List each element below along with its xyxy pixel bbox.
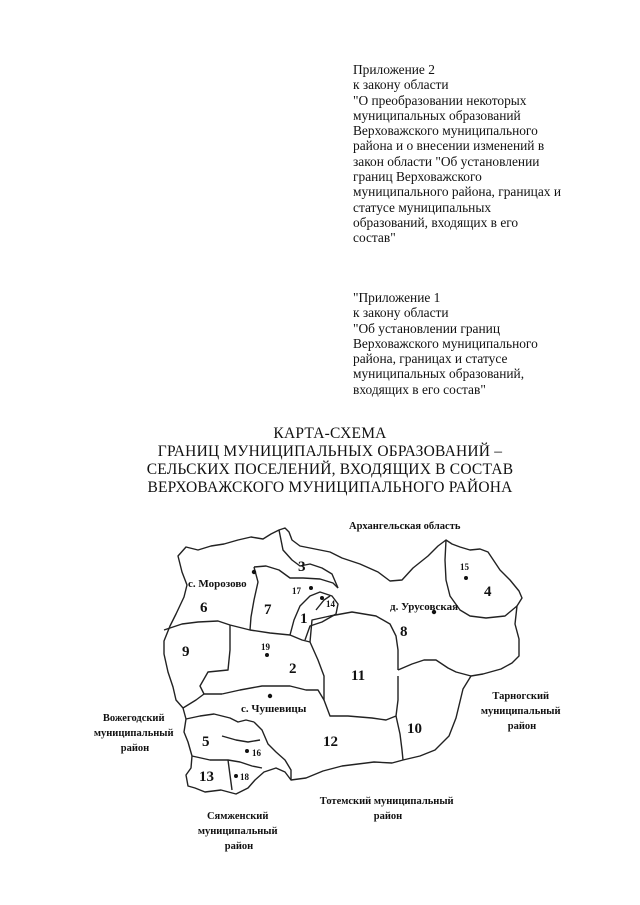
title-line: СЕЛЬСКИХ ПОСЕЛЕНИЙ, ВХОДЯЩИХ В СОСТАВ	[146, 461, 514, 478]
area-number-3: 3	[298, 559, 306, 575]
area-number-9: 9	[182, 644, 190, 660]
appendix-2-line: статусе муниципальных	[353, 199, 492, 215]
area-number-5: 5	[202, 734, 210, 750]
district-map	[0, 505, 640, 905]
appendix-1-line: муниципальных образований,	[353, 366, 525, 382]
border-10-12	[396, 716, 403, 760]
area-number-14: 14	[326, 599, 335, 609]
area-number-1: 1	[300, 611, 308, 627]
dot-18	[234, 774, 238, 778]
area-number-7: 7	[264, 602, 272, 618]
village-chushevitsy: с. Чушевицы	[241, 703, 307, 715]
appendix-1-line: района, границах и статусе	[353, 351, 508, 367]
area-number-12: 12	[323, 734, 338, 750]
border-7-2	[230, 625, 310, 642]
appendix-2-line: границ Верховажского	[353, 169, 482, 185]
neighbor-southwest-line: район	[224, 841, 254, 852]
dot-14	[320, 596, 324, 600]
dot-morozovo	[252, 570, 256, 574]
title-line: ГРАНИЦ МУНИЦИПАЛЬНЫХ ОБРАЗОВАНИЙ –	[157, 443, 503, 460]
border-2-12	[222, 686, 324, 700]
area-number-11: 11	[351, 668, 366, 684]
border-2-9	[200, 625, 230, 694]
map-title	[0, 425, 640, 497]
area-number-4: 4	[484, 584, 492, 600]
border-5-16	[222, 736, 260, 742]
neighbor-east-line: Тарногский	[492, 691, 550, 702]
border-13-18	[228, 760, 232, 790]
appendix-2-line: Приложение 2	[353, 62, 435, 77]
appendix-1-line: "Об установлении границ	[353, 320, 501, 336]
appendix-2-line: образований, входящих в его	[353, 214, 519, 230]
neighbor-west-line: Вожегодский	[102, 713, 165, 724]
neighbor-south	[320, 796, 456, 822]
area-number-2: 2	[289, 661, 297, 677]
appendix-2-line: района и о внесении изменений в	[353, 138, 545, 154]
border-8-10	[398, 660, 471, 676]
appendix-2-line: состав"	[353, 230, 396, 246]
neighbor-west	[94, 713, 176, 754]
neighbor-east-line: муниципальный	[480, 706, 561, 717]
village-urusovskaya: д. Урусовская	[390, 601, 459, 613]
title-line: ВЕРХОВАЖСКОГО МУНИЦИПАЛЬНОГО РАЙОНА	[147, 479, 513, 496]
dot-16	[245, 749, 249, 753]
area-number-13: 13	[199, 769, 214, 785]
neighbor-southwest-line: муниципальный	[197, 826, 278, 837]
village-morozovo: с. Морозово	[188, 578, 247, 590]
border-6-7	[250, 567, 258, 630]
area-number-16: 16	[252, 748, 261, 758]
border-3-inner	[279, 530, 338, 588]
appendix-1-line: "Приложение 1	[353, 290, 441, 305]
border-6-9	[164, 621, 230, 630]
dot-chushevitsy	[268, 694, 272, 698]
neighbor-southwest-line: Сямженский	[206, 811, 269, 822]
appendix-1-header	[353, 290, 538, 397]
neighbor-south-line: Тотемский муниципальный	[319, 796, 454, 807]
area-number-19: 19	[261, 642, 270, 652]
appendix-2-header	[353, 62, 561, 246]
appendix-1-line: к закону области	[353, 305, 449, 321]
appendix-2-line: закон области "Об установлении	[353, 153, 540, 169]
neighbor-west-line: район	[120, 743, 150, 754]
area-number-17: 17	[292, 586, 301, 596]
appendix-2-line: муниципальных образований	[353, 107, 521, 123]
border-9-5	[183, 694, 204, 708]
appendix-1-line: входящих в его состав"	[353, 381, 486, 397]
neighbor-east	[481, 691, 563, 732]
neighbor-north: Архангельская область	[349, 521, 461, 532]
area-number-15: 15	[460, 562, 469, 572]
appendix-2-line: муниципального района, границах и	[353, 184, 561, 200]
dot-19	[265, 653, 269, 657]
area-number-18: 18	[240, 772, 249, 782]
area-number-6: 6	[200, 600, 208, 616]
neighbor-east-line: район	[507, 721, 537, 732]
neighbor-south-line: район	[373, 811, 403, 822]
appendix-2-line: к закону области	[353, 77, 449, 93]
area-number-8: 8	[400, 624, 408, 640]
appendix-1-line: Верховажского муниципального	[353, 335, 538, 351]
appendix-2-line: Верховажского муниципального	[353, 123, 538, 139]
appendix-2-line: "О преобразовании некоторых	[353, 92, 527, 108]
dot-15	[464, 576, 468, 580]
neighbor-southwest	[198, 811, 280, 852]
title-line: КАРТА-СХЕМА	[273, 425, 387, 442]
neighbor-west-line: муниципальный	[93, 728, 174, 739]
border-5-top	[186, 714, 254, 722]
dot-17	[309, 586, 313, 590]
area-number-10: 10	[407, 721, 422, 737]
